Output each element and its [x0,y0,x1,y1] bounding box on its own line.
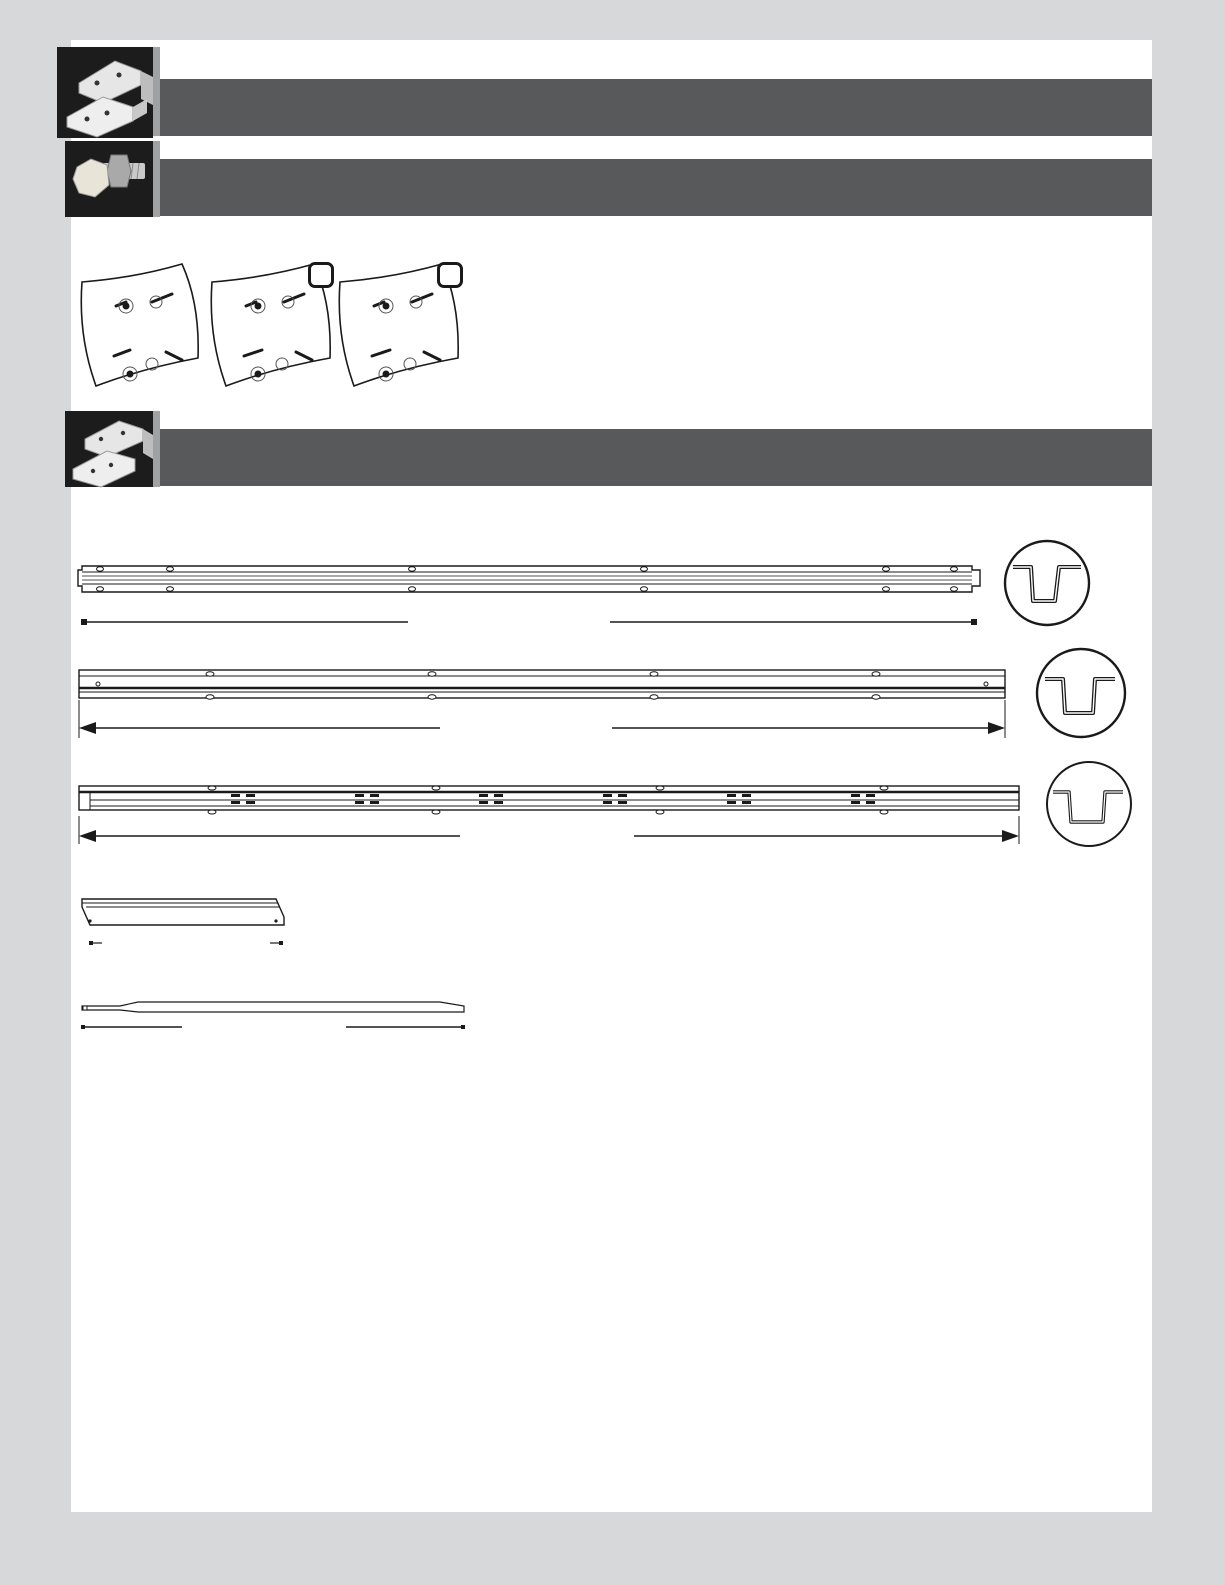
rail-part-2 [76,666,1011,746]
rail-profile-3 [1043,758,1135,850]
rail-part-1 [78,560,988,640]
rail-profile-1 [1003,537,1095,629]
hardware-callout-box [437,262,463,288]
tile-edge [153,411,160,487]
tile-edge [153,141,160,217]
corner-bracket-icon [57,47,153,138]
rail-part-3 [76,780,1026,860]
section-header-bar-3 [160,429,1152,486]
section-header-bar-1 [160,79,1152,136]
tile-edge [153,47,160,136]
corner-bracket-icon [65,411,153,487]
rail-profile-2 [1035,645,1131,741]
hardware-callout-box [308,262,334,288]
hardware-illustrations [74,256,494,416]
section-header-bar-2 [160,159,1152,216]
hex-bolt-icon [65,141,153,217]
short-plate-part [80,893,290,953]
thin-strap-part [80,1000,470,1040]
